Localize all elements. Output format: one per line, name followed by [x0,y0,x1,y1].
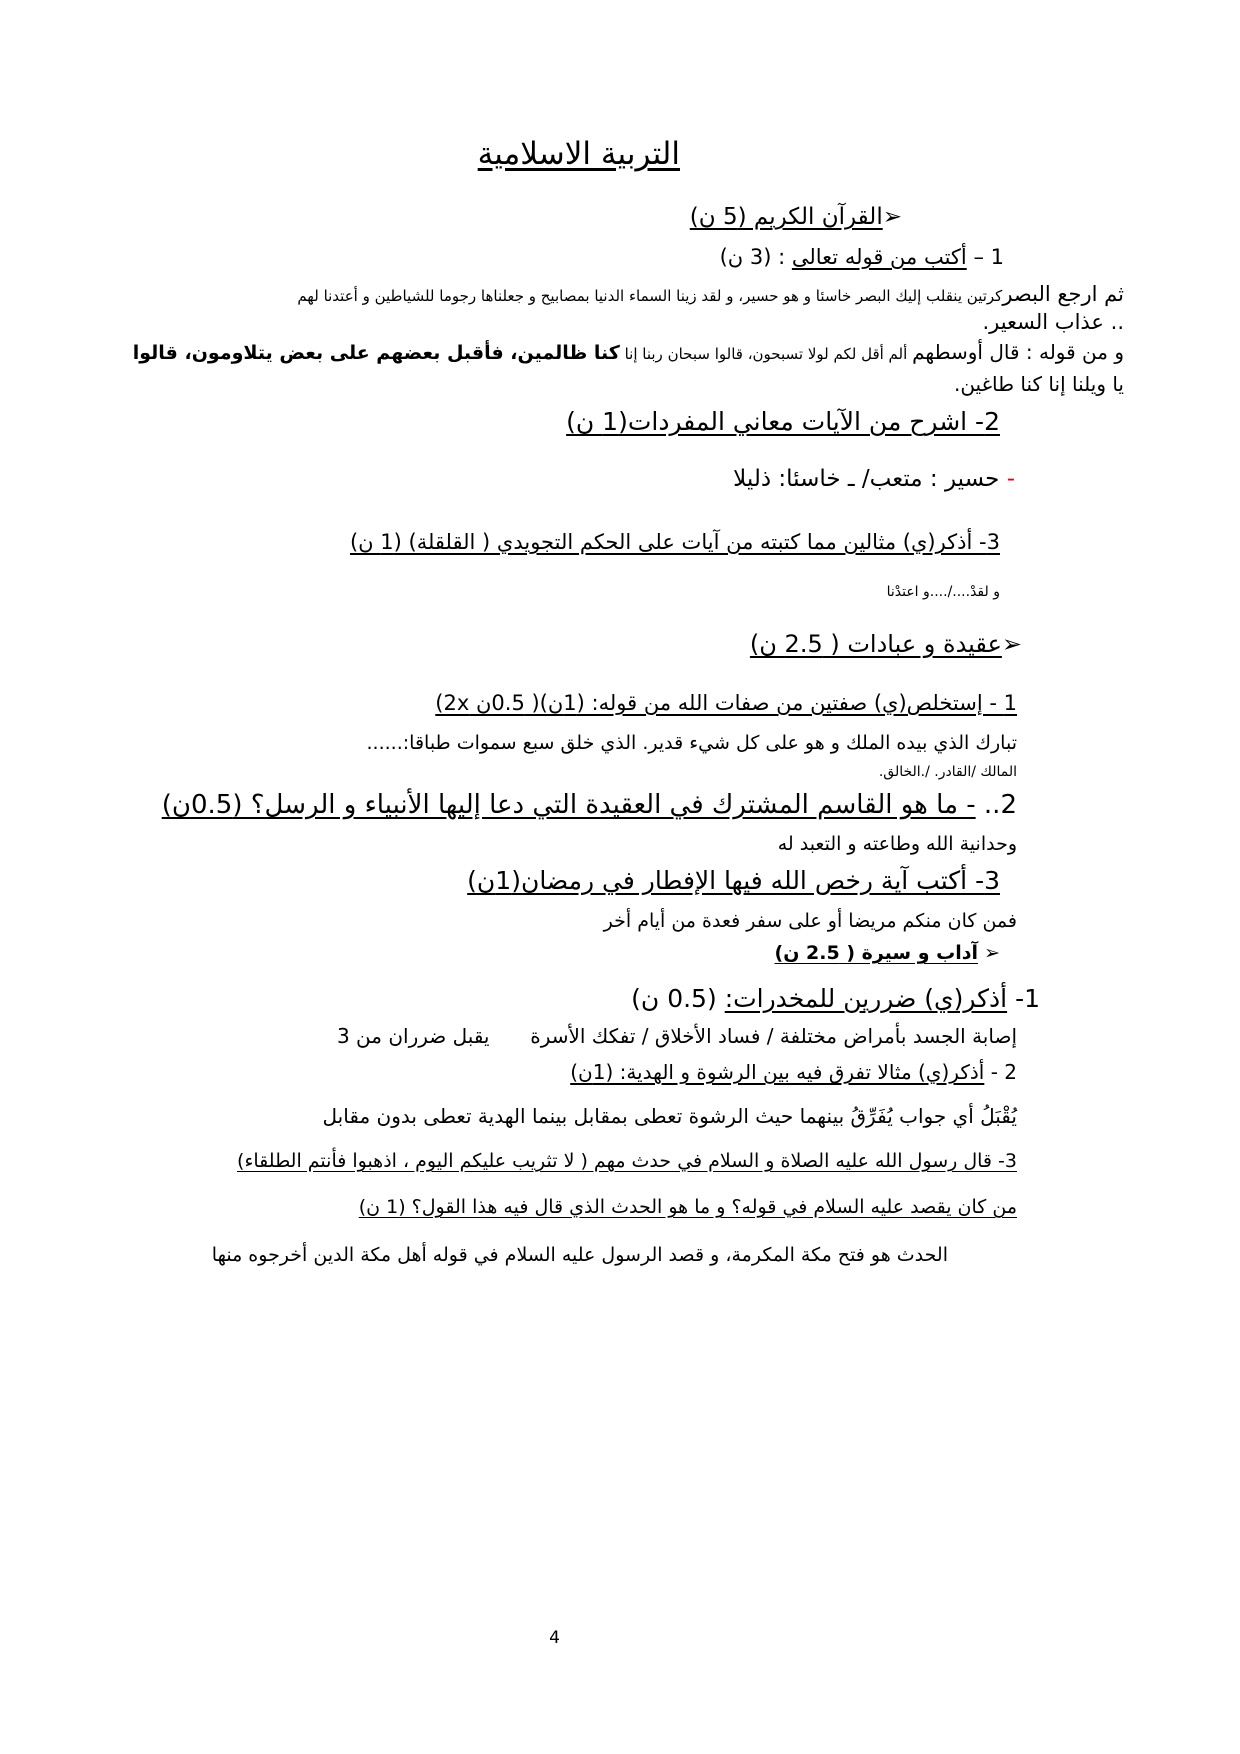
ayah-line-4: يا ويلنا إنا كنا طاغين. [953,372,1124,396]
question-1: 1 - إستخلص(ي) صفتين من صفات الله من قوله: (1ن)( 0.5ن 2x) [435,691,1017,715]
ayah-end: كنا ظالمين، فأقبل بعضهم على بعض يتلاومون، قالوا [132,342,620,364]
answer-1: المالك /القادر. /.الخالق. [878,764,1017,780]
answer-2 [733,466,1015,494]
question-text: أذكر(ي) مثالا تفرق فيه بين الرشوة و الهدية: (1ن) [570,1060,985,1084]
grading-note: يقبل ضرران من 3 [336,1024,490,1048]
answer-1 [337,1024,1017,1048]
ayah-line-3 [133,340,1124,365]
section-heading-text: آداب و سيرة ( 2.5 ن) [774,942,979,964]
section-heading-text: القرآن الكريم (5 ن) [689,204,883,230]
arrow-bullet-icon: ➢ [882,204,902,230]
answer-3: و لقدْ..../....و اعتدْنا [886,584,1000,600]
page-title: التربية الاسلامية [477,136,680,172]
question-text: - ما هو القاسم المشترك في العقيدة التي دعا إليها الأنبياء و الرسل؟ (0.5ن) [161,790,976,820]
question-label: أكتب من قوله تعالى [791,245,967,269]
ayah-line-2: .. عذاب السعير. [982,310,1124,334]
answer-2: وحدانية الله وطاعته و التعبد له [777,833,1017,855]
page-number: 4 [549,1628,560,1648]
answer-text: إصابة الجسد بأمراض مختلفة / فساد الأخلاق / تفكك الأسرة [530,1024,1017,1048]
answer-text: حسير : متعب/ ـ خاسئا: ذليلا [733,466,1000,492]
arrow-bullet-icon: ➢ [1001,630,1022,658]
question-3: 3- أذكر(ي) مثالين مما كتبته من آيات على الحكم التجويدي ( القلقلة) (1 ن) [349,530,1000,554]
answer-3: الحدث هو فتح مكة المكرمة، و قصد الرسول عليه السلام في قوله أهل مكة الدين أخرجوه منها [211,1244,948,1266]
question-1 [720,245,1004,270]
section-aqeeda-heading [750,630,1022,659]
question-2 [570,1060,1017,1084]
arrow-bullet-icon: ➢ [984,942,1000,964]
ayah-middle: ألم أقل لكم لولا تسبحون، قالوا سبحان ربنا إنا [624,345,908,363]
question-number: 1- [1015,984,1040,1013]
question-number: 1 – [973,245,1004,269]
answer-3: فمن كان منكم مريضا أو على سفر فعدة من أيام أخر [603,910,1017,932]
question-2 [162,790,1017,821]
question-3: 3- أكتب آية رخص الله فيها الإفطار في رمضان(1ن) [467,866,1000,895]
question-points: (0.5 ن) [631,984,717,1013]
question-3-sub: من كان يقصد عليه السلام في قوله؟ و ما هو الحدث الذي قال فيه هذا القول؟ (1 ن) [358,1196,1017,1218]
bullet-dash: - [1006,466,1015,492]
question-1-text: تبارك الذي بيده الملك و هو على كل شيء قدير. الذي خلق سبع سموات طباقا:...... [366,732,1017,754]
section-quran-heading [690,204,902,232]
question-2: 2- اشرح من الآيات معاني المفردات(1 ن) [566,407,1000,436]
section-adab-heading [775,942,1000,965]
ayah-line-1 [297,282,1124,307]
answer-2: يُقْبَلُ أي جواب يُفَرِّقُ بينهما حيث الرشوة تعطى بمقابل بينما الهدية تعطى بدون مقابل [322,1104,1017,1128]
question-3: 3- قال رسول الله عليه الصلاة و السلام في حدث مهم ( لا تثريب عليكم اليوم ، اذهبوا فأنتم الطلقاء) [237,1150,1017,1172]
question-1 [631,984,1040,1014]
question-points: : (3 ن) [719,245,786,269]
section-heading-text: عقيدة و عبادات ( 2.5 ن) [749,630,1002,658]
ayah-start: ثم ارجع البصر [1002,282,1124,306]
question-text: أذكر(ي) ضررين للمخدرات: [724,984,1008,1013]
question-number: 2 - [990,1060,1017,1084]
ayah-rest: كرتين ينقلب إليك البصر خاسئا و هو حسير، و لقد زينا السماء الدنيا بمصابيح و جعلناها رجوما للشياطين و أعتدنا لهم [297,287,1003,305]
question-number: 2.. [983,790,1017,820]
ayah-start: و من قوله : قال أوسطهم [912,340,1124,364]
